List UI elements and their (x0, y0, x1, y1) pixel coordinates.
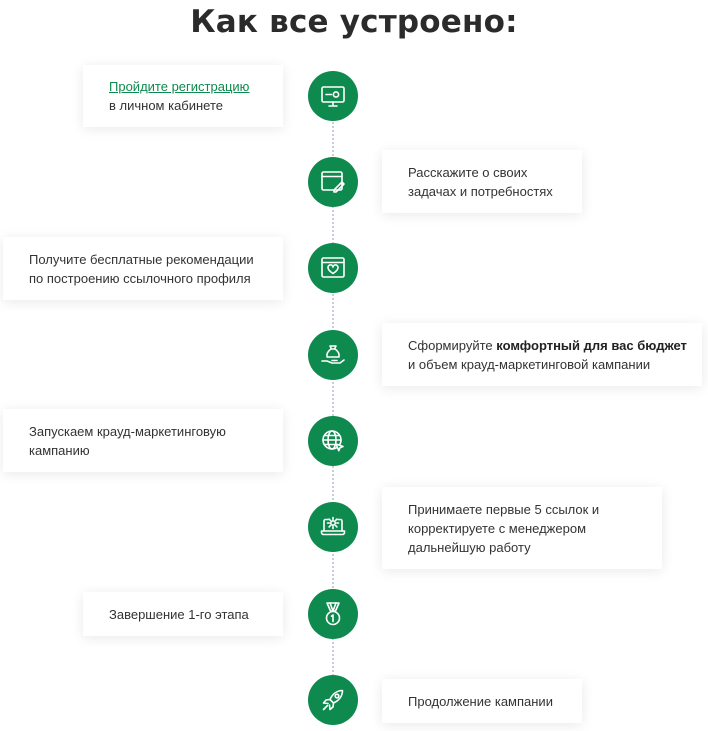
step-2-text-line1: Расскажите о своих (408, 164, 528, 180)
step-2-text-line2: задачах и потребностях (408, 183, 553, 199)
step-6-text-line3: дальнейшую работу (408, 539, 531, 555)
medal-icon (319, 600, 347, 628)
step-8-card (382, 679, 582, 723)
step-5-text-line2: кампанию (29, 442, 90, 458)
step-3-text-line2: по построению ссылочного профиля (29, 270, 251, 286)
step-5-text-line1: Запускаем крауд-маркетинговую (29, 423, 226, 439)
step-6-text-line1: Принимаете первые 5 ссылок и (408, 501, 600, 517)
globe-cursor-icon (319, 427, 347, 455)
step-1-circle (308, 71, 358, 121)
hand-money-bag-icon (319, 341, 347, 369)
step-8-circle (308, 675, 358, 725)
rocket-icon (319, 686, 347, 714)
laptop-gear-icon (319, 513, 347, 541)
browser-heart-icon (319, 254, 347, 282)
registration-link[interactable]: Пройдите регистрацию (109, 79, 250, 94)
step-2-card (382, 150, 582, 213)
step-1-text: в личном кабинете (109, 98, 224, 113)
step-3-text-line1: Получите бесплатные рекомендации (29, 251, 254, 267)
page-title: Как все устроено: (190, 4, 518, 40)
budget-highlight: комфортный для вас бюджет (496, 337, 687, 353)
step-4-card (382, 323, 702, 386)
step-7-card (83, 592, 283, 636)
step-7-circle (308, 589, 358, 639)
browser-edit-icon (319, 168, 347, 196)
step-6-circle (308, 502, 358, 552)
step-6-text-line2: корректируете с менеджером (408, 520, 587, 536)
monitor-settings-icon (319, 82, 347, 110)
step-4-text-line2: и объем крауд-маркетинговой кампании (408, 356, 651, 372)
step-4-text-line1: Сформируйте комфортный для вас бюджет (408, 337, 687, 353)
step-3-circle (308, 243, 358, 293)
step-5-card (3, 409, 283, 472)
step-2-circle (308, 157, 358, 207)
step-1-card (83, 65, 283, 127)
step-8-text: Продолжение кампании (408, 693, 553, 709)
step-3-card (3, 237, 283, 300)
step-5-circle (308, 416, 358, 466)
step-6-card (382, 487, 662, 569)
step-7-text: Завершение 1-го этапа (109, 606, 249, 622)
step-4-circle (308, 330, 358, 380)
